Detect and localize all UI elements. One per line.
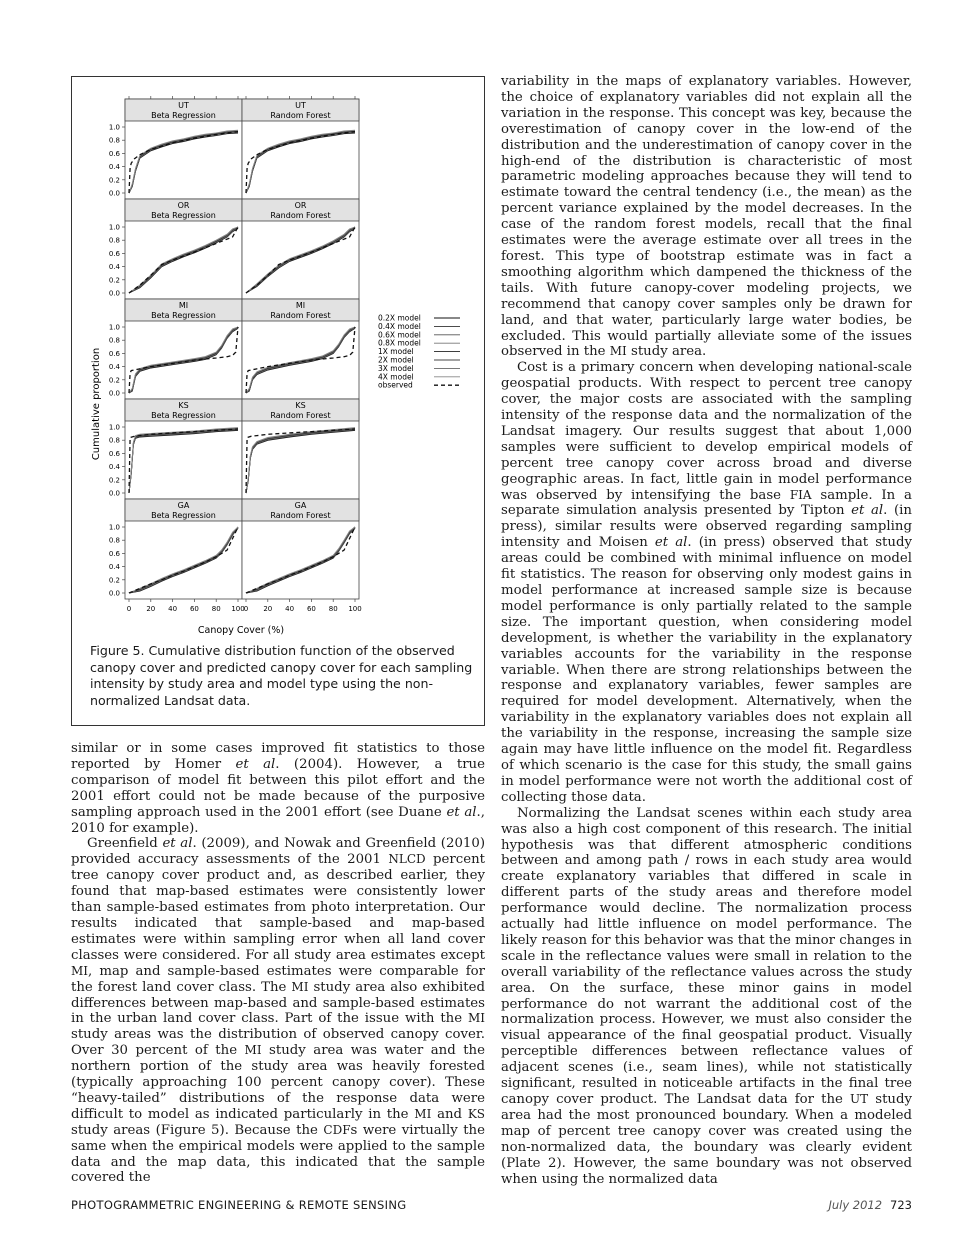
panel-or-rf xyxy=(242,199,359,299)
cdf-chart xyxy=(72,77,486,637)
panel-area-label: KS xyxy=(178,401,189,410)
y-tick-label: 0.2 xyxy=(108,276,120,285)
panel-ga-beta xyxy=(109,499,245,613)
y-tick-label: 0.2 xyxy=(108,476,120,485)
y-tick-label: 0.6 xyxy=(108,149,120,158)
y-tick-label: 0.8 xyxy=(108,136,120,145)
panel-model-label: Beta Regression xyxy=(151,311,216,320)
panel-ut-beta xyxy=(109,96,242,199)
right-column xyxy=(501,74,912,1187)
y-tick-label: 0.6 xyxy=(108,249,120,258)
panel-model-label: Random Forest xyxy=(270,411,331,420)
y-tick-label: 0.0 xyxy=(108,589,120,598)
figure-5 xyxy=(71,76,485,726)
page-footer xyxy=(828,1198,912,1212)
y-tick-label: 0.0 xyxy=(108,289,120,298)
legend-label: 0.6X model xyxy=(378,330,421,340)
legend-label: observed xyxy=(378,380,413,390)
page-number: 723 xyxy=(890,1198,912,1212)
panel-area-label: UT xyxy=(295,101,306,110)
panel-model-label: Random Forest xyxy=(270,211,331,220)
panel-model-label: Beta Regression xyxy=(151,511,216,520)
panel-ks-rf xyxy=(242,399,359,499)
legend-label: 0.8X model xyxy=(378,338,421,348)
legend-label: 2X model xyxy=(378,355,414,365)
right-paragraph-3: Normalizing the Landsat scenes within each study area was also a high cost component of this research. The initial hypothesis was that different atmospheric conditions between and among path / rows in each study area would create explanatory variables that differed in scale in different parts of the study areas and therefore model performance would decline. The normalization process actually had little influence on model performance. The likely reason for this behavior was that the minor changes in scale in the reflectance values were small in relation to the overall variability of the reflectance values across the study area. On the surface, these minor gains in model performance do not warrant the additional cost of the normalization process. However, we must also consider the visual appearance of the final geospatial product. Visually perceptible differences between reflectance values of adjacent scenes (i.e., seam lines), while not statistically significant, resulted in noticeable artifacts in the final tree canopy cover product. The Landsat data for the UT study area had the most pronounced boundary. When a modeled map of percent tree canopy cover was created using the non-normalized data, the boundary was clearly evident (Plate 2). However, the same boundary was not observed when using the normalized data xyxy=(501,805,913,1187)
panel-mi-rf xyxy=(242,299,359,399)
y-tick-label: 0.8 xyxy=(108,536,120,545)
y-tick-label: 0.0 xyxy=(108,489,120,498)
y-tick-label: 0.4 xyxy=(108,463,120,472)
panel-model-label: Random Forest xyxy=(270,311,331,320)
panel-model-label: Beta Regression xyxy=(151,111,216,120)
y-axis-label: Cumulative proportion xyxy=(91,347,102,461)
x-tick-label: 20 xyxy=(263,605,273,613)
panel-area-label: MI xyxy=(178,301,189,310)
y-tick-label: 0.6 xyxy=(108,349,120,358)
y-tick-label: 0.8 xyxy=(108,236,120,245)
left-paragraph-1: similar or in some cases improved fit statistics to those reported by Homer et al. (2004). However, a true comparison of model fit between this pilot effort and the 2001 effort could not be made because of the purposive sampling approach used in the 2001 effort (see Duane et al., 2010 for example). xyxy=(71,741,485,836)
y-tick-label: 0.2 xyxy=(108,576,120,585)
y-tick-label: 0.4 xyxy=(108,263,120,272)
x-tick-label: 100 xyxy=(231,605,245,613)
chart-panels xyxy=(109,96,362,613)
right-paragraph-2: Cost is a primary concern when developing national-scale geospatial products. With respect to percent tree canopy cover, the major costs are associated with the sampling intensity of the response data and the normalization of the Landsat imagery. Our results suggest that about 1,000 samples were sufficient to develop empirical models of percent tree canopy cover across broad and diverse geographic areas. In fact, little gain in model performance was observed by intensifying the base FIA sample. In a separate simulation analysis presented by Tipton et al. (in press), similar results were observed regarding sampling intensity and Moisen et al. (in press) observed that study areas could be combined with minimal influence on model fit statistics. The reason for observing only modest gains in model performance at increased sample size is because model performance is only partially related to the sample size. The important question, when considering model development, is whether the variability in the explanatory variables accounts for the variability in the response variable. When there are strong relationships between the response and explanatory variables, fewer samples are required for model development. Alternatively, when the variability in the explanatory variables does not explain all the variability in the response, increasing the sample size again may have little influence on the model fit. Regardless of which scenario is the case for this study, the small gains in model performance were not worth the additional cost of collecting those data. xyxy=(501,360,912,805)
panel-mi-beta xyxy=(109,299,242,399)
y-tick-label: 0.6 xyxy=(108,449,120,458)
x-tick-label: 0 xyxy=(126,605,132,613)
legend-label: 0.2X model xyxy=(378,313,421,323)
legend-label: 0.4X model xyxy=(378,321,421,331)
x-axis-label: Canopy Cover (%) xyxy=(197,625,285,636)
y-tick-label: 0.8 xyxy=(108,336,120,345)
panel-model-label: Beta Regression xyxy=(151,411,216,420)
x-tick-label: 60 xyxy=(189,605,199,613)
x-tick-label: 40 xyxy=(285,605,295,613)
y-tick-label: 0.4 xyxy=(108,563,120,572)
x-tick-label: 60 xyxy=(306,605,316,613)
panel-model-label: Random Forest xyxy=(270,511,331,520)
chart-legend xyxy=(378,314,460,390)
y-tick-label: 0.4 xyxy=(108,363,120,372)
y-tick-label: 0.0 xyxy=(108,389,120,398)
y-tick-label: 0.0 xyxy=(108,189,120,198)
left-paragraph-2: Greenfield et al. (2009), and Nowak and Greenfield (2010) provided accuracy assessments of the 2001 NLCD percent tree canopy cover product and, as described earlier, they found that map-based estimates were consistently lower than sample-based estimates from photo interpretation. Our results indicated that sample-based and map-based estimates were within sampling error when all land cover classes were considered. For all study area estimates except MI, map and sample-based estimates were comparable for the forest land cover class. The MI study area also exhibited differences between map-based and sample-based estimates in the urban land cover class. Part of the issue with the MI study areas was the distribution of observed canopy cover. Over 30 percent of the MI study area was water and the northern portion of the study area was heavily forested (typically approaching 100 percent canopy cover). These “heavy-tailed” distributions of the response data were difficult to model as indicated particularly in the MI and KS study areas (Figure 5). Because the CDFs were virtually the same when the empirical models were applied to the sample data and the map data, this indicated that the sample covered the xyxy=(71,836,486,1186)
y-tick-label: 1.0 xyxy=(108,423,120,432)
x-tick-label: 0 xyxy=(243,605,249,613)
panel-or-beta xyxy=(109,199,242,299)
journal-name: PHOTOGRAMMETRIC ENGINEERING & REMOTE SENSING xyxy=(71,1198,407,1212)
panel-area-label: OR xyxy=(294,201,307,210)
y-tick-label: 1.0 xyxy=(108,123,120,132)
y-tick-label: 1.0 xyxy=(108,523,120,532)
y-tick-label: 1.0 xyxy=(108,223,120,232)
issue-date: July 2012 xyxy=(828,1198,883,1212)
panel-area-label: MI xyxy=(295,301,306,310)
x-tick-label: 80 xyxy=(328,605,338,613)
x-tick-label: 40 xyxy=(168,605,178,613)
panel-ks-beta xyxy=(109,399,242,499)
y-tick-label: 1.0 xyxy=(108,323,120,332)
figure-caption: Figure 5. Cumulative distribution function of the observed canopy cover and predicted canopy cover for each sampling intensity by study area and model type using the non-normalized Landsat data. xyxy=(90,643,473,708)
panel-ut-rf xyxy=(242,96,359,199)
right-paragraph-1: variability in the maps of explanatory variables. However, the choice of explanatory variables did not explain all the variation in the response. This concept was key, because the overestimation of canopy cover in the low-end of the distribution and the underestimation of canopy cover in the high-end of the distribution is characteristic of most parametric modeling approaches because they will tend to estimate toward the central tendency (i.e., the mean) as the percent variance explained by the model decreases. In the case of the random forest models, recall that the final estimates were the average estimate over all trees in the forest. This type of bootstrap estimate was in fact a smoothing algorithm which dampened the thickness of the tails. With future canopy-cover modeling projects, we recommend that canopy cover samples only be drawn for land, and that water, particularly large water bodies, be excluded. This would partially alleviate some of the issues observed in the MI study area. xyxy=(501,74,912,360)
x-tick-label: 80 xyxy=(211,605,221,613)
legend-label: 3X model xyxy=(378,363,414,373)
panel-model-label: Beta Regression xyxy=(151,211,216,220)
panel-area-label: GA xyxy=(177,501,190,510)
y-tick-label: 0.2 xyxy=(108,176,120,185)
y-tick-label: 0.6 xyxy=(108,549,120,558)
panel-area-label: GA xyxy=(294,501,307,510)
panel-model-label: Random Forest xyxy=(270,111,331,120)
left-column xyxy=(71,741,485,1186)
panel-area-label: OR xyxy=(177,201,190,210)
x-tick-label: 100 xyxy=(348,605,362,613)
y-tick-label: 0.4 xyxy=(108,163,120,172)
legend-label: 1X model xyxy=(378,347,414,357)
panel-ga-rf xyxy=(242,499,362,613)
y-tick-label: 0.2 xyxy=(108,376,120,385)
legend-label: 4X model xyxy=(378,372,414,382)
y-tick-label: 0.8 xyxy=(108,436,120,445)
panel-area-label: KS xyxy=(295,401,306,410)
x-tick-label: 20 xyxy=(146,605,156,613)
panel-area-label: UT xyxy=(178,101,189,110)
